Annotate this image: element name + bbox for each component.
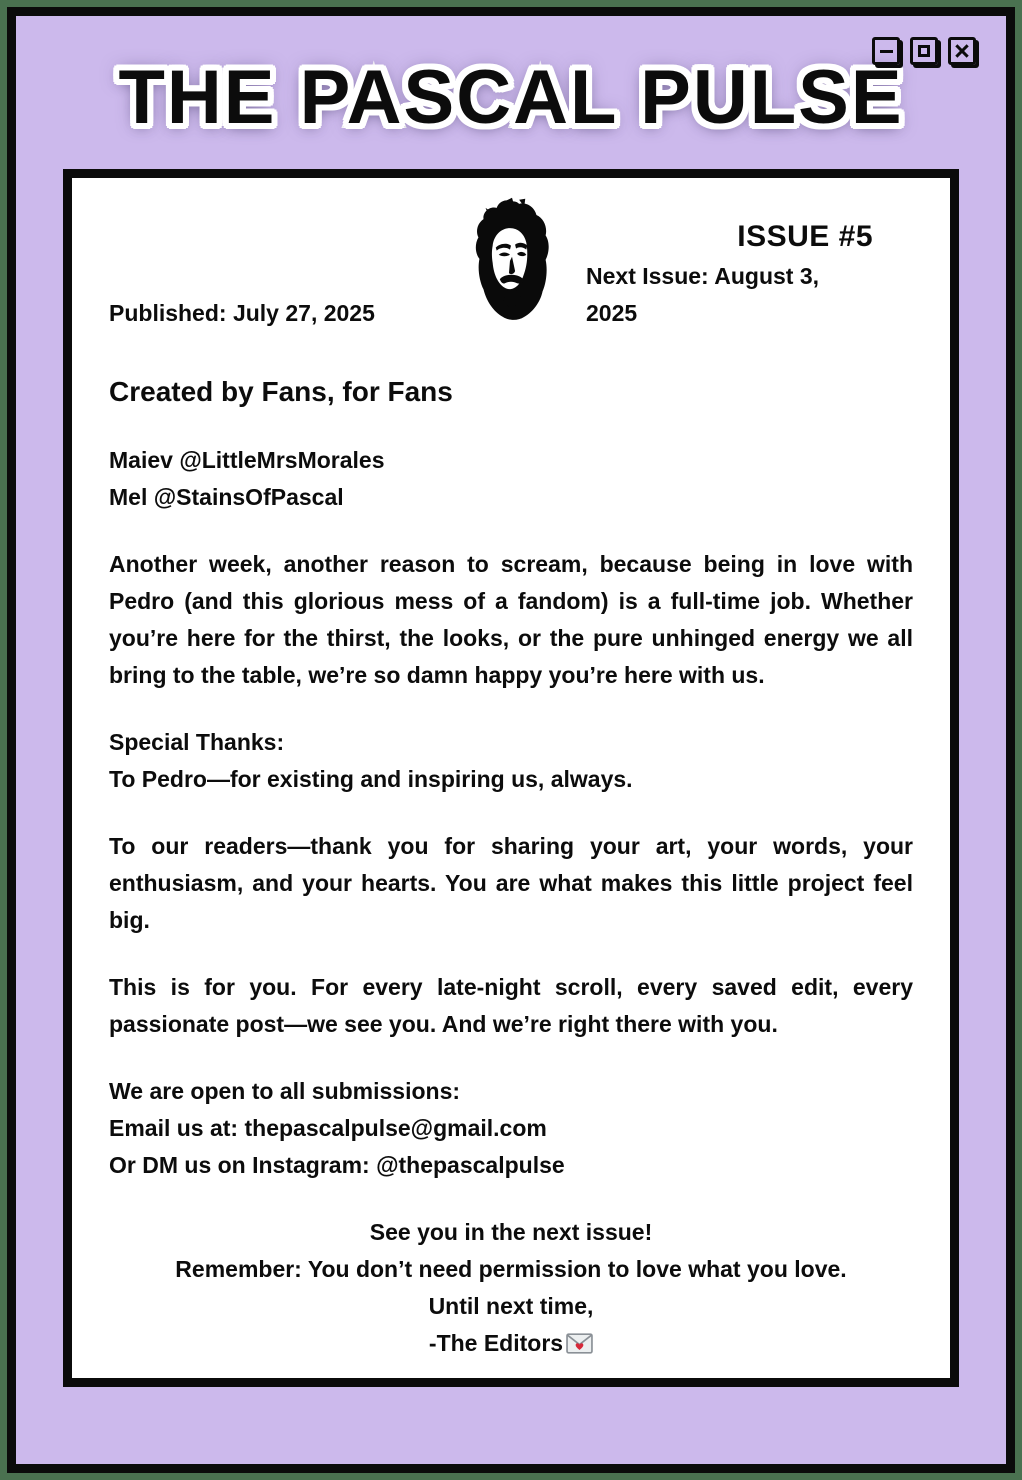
page-title: THE PASCAL PULSE <box>118 55 904 140</box>
minimize-button[interactable] <box>872 37 900 65</box>
window-controls <box>872 37 976 65</box>
signoff-line <box>109 1325 913 1362</box>
editor-handle: Mel @StainsOfPascal <box>109 484 344 511</box>
footer <box>109 1214 913 1362</box>
intro-paragraph: Another week, another reason to scream, because being in love with Pedro (and this glorious mess of a fandom) is a full-time job. Whether you’re here for the thirst, the looks, or the pure unhinged energy we all bring to the table, we’re so damn happy you’re here with us. <box>109 551 913 689</box>
footer-line: Remember: You don’t need permission to love what you love. <box>175 1256 847 1283</box>
signoff-text: -The Editors <box>428 1330 564 1357</box>
love-letter-icon <box>566 1333 593 1354</box>
next-issue-date: Next Issue: August 3, 2025 <box>586 263 820 327</box>
pedro-portrait <box>436 196 586 346</box>
submissions-instagram: Or DM us on Instagram: @thepascalpulse <box>109 1152 565 1179</box>
portrait-stencil-image <box>455 196 567 342</box>
submissions-heading: We are open to all submissions: <box>109 1078 461 1105</box>
card-header <box>109 196 913 346</box>
footer-line: See you in the next issue! <box>369 1219 653 1246</box>
footer-line: Until next time, <box>428 1293 594 1320</box>
for-you-paragraph: This is for you. For every late-night scroll, every saved edit, every passionate post—we see you. And we’re right there with you. <box>109 974 913 1038</box>
submissions-email: Email us at: thepascalpulse@gmail.com <box>109 1115 547 1142</box>
special-thanks-pedro: To Pedro—for existing and inspiring us, always. <box>109 766 633 793</box>
maximize-button[interactable] <box>910 37 938 65</box>
editors-list <box>109 442 913 516</box>
published-date: Published: July 27, 2025 <box>109 300 375 327</box>
created-by-heading: Created by Fans, for Fans <box>109 376 453 408</box>
editor-handle: Maiev @LittleMrsMorales <box>109 447 385 474</box>
close-button[interactable] <box>948 37 976 65</box>
newsletter-card <box>63 169 959 1387</box>
issue-number: ISSUE #5 <box>737 220 873 254</box>
readers-paragraph: To our readers—thank you for sharing your art, your words, your enthusiasm, and your hearts. You are what makes this little project feel big. <box>109 833 913 934</box>
minimize-icon <box>880 50 893 53</box>
submissions <box>109 1073 913 1184</box>
newsletter-panel <box>7 7 1015 1473</box>
special-thanks <box>109 724 913 798</box>
special-thanks-heading: Special Thanks: <box>109 729 285 756</box>
maximize-icon <box>918 45 930 57</box>
